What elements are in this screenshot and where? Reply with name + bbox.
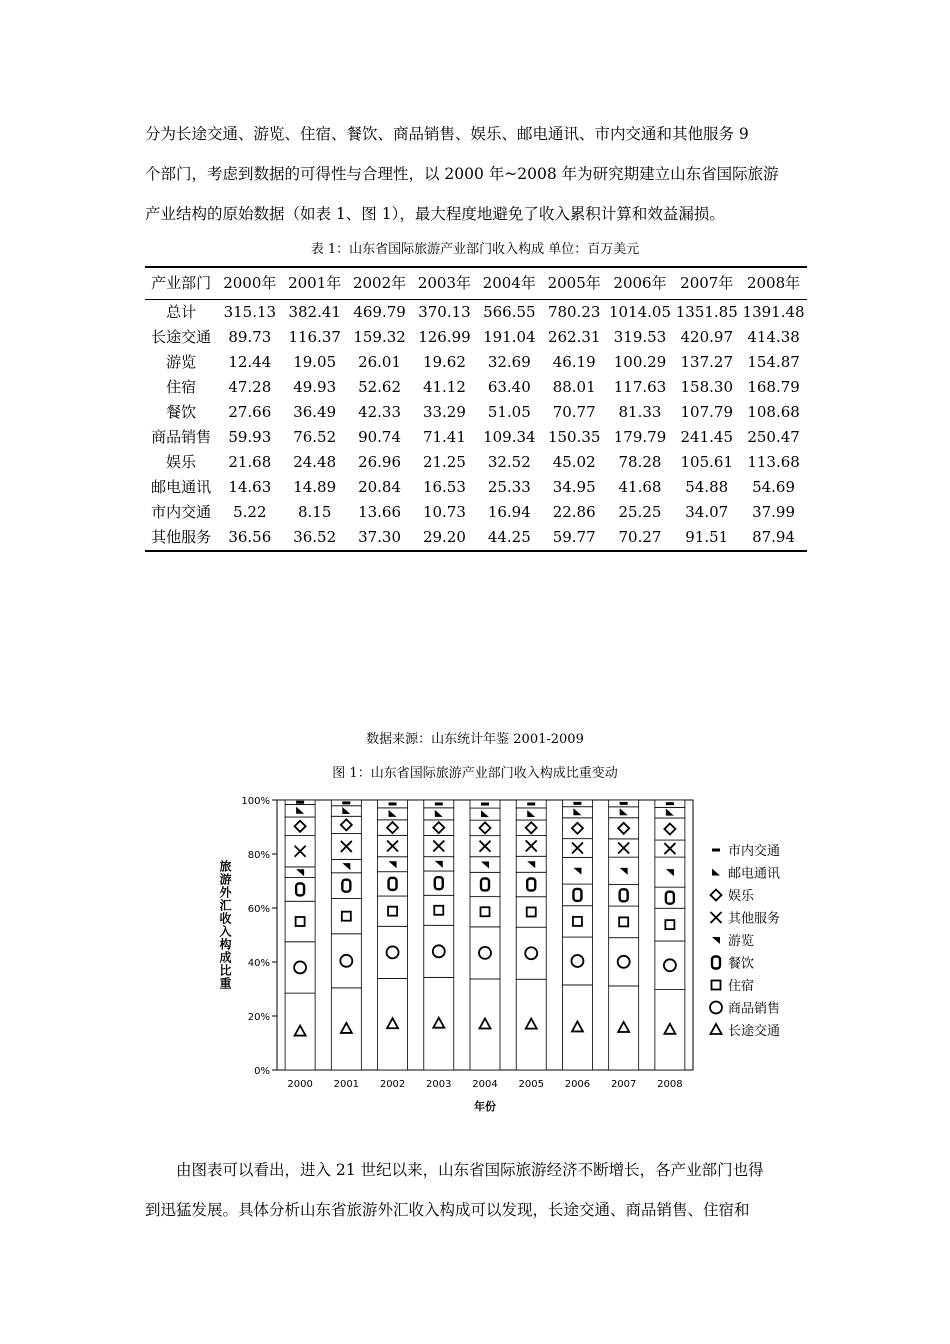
marker-dash bbox=[389, 802, 397, 805]
bar-stack bbox=[331, 800, 361, 1070]
table-caption: 表 1：山东省国际旅游产业部门收入构成 单位：百万美元 bbox=[310, 242, 640, 257]
bar-segment bbox=[516, 897, 546, 927]
bar-segment bbox=[655, 941, 685, 990]
bar-segment bbox=[285, 942, 315, 993]
bar-segment bbox=[424, 977, 454, 1070]
table-cell: 414.38 bbox=[747, 328, 800, 346]
bar-stack bbox=[655, 800, 685, 1070]
marker-octagon bbox=[712, 957, 720, 969]
legend-label: 住宿 bbox=[728, 979, 755, 994]
table-cell: 109.34 bbox=[483, 428, 536, 446]
table-row bbox=[145, 400, 807, 425]
bar-segment bbox=[424, 895, 454, 925]
bar-segment bbox=[609, 986, 639, 1070]
table-cell: 370.13 bbox=[418, 303, 471, 321]
x-tick-label: 2006 bbox=[564, 1079, 591, 1090]
table-cell: 158.30 bbox=[680, 378, 733, 396]
x-tick-label: 2004 bbox=[472, 1079, 498, 1090]
table-cell: 319.53 bbox=[613, 328, 667, 346]
table-cell: 137.27 bbox=[680, 353, 733, 371]
table-cell: 47.28 bbox=[228, 378, 272, 396]
table-cell: 159.32 bbox=[353, 328, 406, 346]
table-cell: 51.05 bbox=[487, 403, 531, 421]
table-cell: 29.20 bbox=[422, 528, 466, 546]
legend-item bbox=[712, 866, 780, 882]
bar-segment bbox=[378, 896, 408, 926]
bar-segment bbox=[424, 925, 454, 977]
x-tick-label: 2008 bbox=[657, 1079, 683, 1090]
header-year: 2006年 bbox=[613, 274, 667, 292]
paragraph-line: 由图表可以看出，进入 21 世纪以来，山东省国际旅游经济不断增长，各产业部门也得 bbox=[176, 1161, 764, 1179]
row-label: 邮电通讯 bbox=[151, 478, 212, 496]
header-year: 2000年 bbox=[223, 274, 277, 292]
marker-diamond bbox=[711, 890, 722, 901]
bar-segment bbox=[655, 818, 685, 840]
table-cell: 241.45 bbox=[680, 428, 733, 446]
table-row bbox=[145, 325, 807, 350]
table-cell: 34.07 bbox=[685, 503, 729, 521]
bar-segment bbox=[331, 988, 361, 1070]
revenue-table bbox=[145, 266, 807, 552]
table-cell: 25.25 bbox=[618, 503, 662, 521]
row-label: 游览 bbox=[166, 353, 197, 371]
bar-segment bbox=[562, 937, 592, 985]
bar-segment bbox=[655, 990, 685, 1070]
table-cell: 59.77 bbox=[552, 528, 596, 546]
table-cell: 13.66 bbox=[358, 503, 402, 521]
table-cell: 36.56 bbox=[228, 528, 272, 546]
header-year: 2002年 bbox=[352, 274, 407, 292]
table-cell: 71.41 bbox=[422, 428, 466, 446]
header-year: 2003年 bbox=[417, 274, 472, 292]
table-cell: 382.41 bbox=[288, 303, 341, 321]
table-cell: 90.74 bbox=[358, 428, 402, 446]
table-cell: 54.88 bbox=[685, 478, 729, 496]
marker-dash bbox=[712, 849, 720, 852]
table-cell: 117.63 bbox=[613, 378, 667, 396]
legend-item bbox=[710, 1001, 780, 1017]
x-tick-label: 2000 bbox=[287, 1079, 313, 1090]
table-cell: 91.51 bbox=[685, 528, 729, 546]
table-cell: 76.52 bbox=[293, 428, 337, 446]
row-label: 餐饮 bbox=[166, 403, 197, 421]
table-cell: 34.95 bbox=[552, 478, 596, 496]
table-row bbox=[145, 350, 807, 375]
paragraph-line: 分为长途交通、游览、住宿、餐饮、商品销售、娱乐、邮电通讯、市内交通和其他服务 9 bbox=[145, 125, 749, 143]
bar-segment bbox=[516, 872, 546, 896]
table-cell: 45.02 bbox=[552, 453, 596, 471]
row-label: 商品销售 bbox=[151, 428, 212, 446]
table-cell: 41.68 bbox=[618, 478, 662, 496]
table-row bbox=[145, 300, 807, 326]
table-cell: 36.49 bbox=[293, 403, 337, 421]
marker-dash bbox=[666, 802, 674, 805]
row-label: 住宿 bbox=[166, 378, 197, 396]
legend-item bbox=[711, 889, 756, 904]
bar-segment bbox=[655, 908, 685, 941]
table-cell: 26.01 bbox=[358, 353, 402, 371]
table-cell: 37.99 bbox=[752, 503, 796, 521]
row-label: 总计 bbox=[166, 303, 197, 321]
y-tick-label: 80% bbox=[247, 850, 270, 861]
table-cell: 44.25 bbox=[487, 528, 531, 546]
table-cell: 469.79 bbox=[353, 303, 406, 321]
x-tick-label: 2007 bbox=[610, 1079, 637, 1090]
bar-segment bbox=[331, 873, 361, 899]
table-cell: 59.93 bbox=[228, 428, 272, 446]
table-cell: 54.69 bbox=[752, 478, 796, 496]
bar-stack bbox=[285, 800, 315, 1070]
table-cell: 87.94 bbox=[752, 528, 796, 546]
table-cell: 16.53 bbox=[422, 478, 466, 496]
y-tick-label: 40% bbox=[247, 958, 270, 969]
table-cell: 24.48 bbox=[293, 453, 337, 471]
table-cell: 179.79 bbox=[613, 428, 667, 446]
table-cell: 12.44 bbox=[228, 353, 272, 371]
table-cell: 21.25 bbox=[422, 453, 466, 471]
bar-segment bbox=[609, 885, 639, 907]
bar-segment bbox=[424, 871, 454, 895]
header-year: 2007年 bbox=[680, 274, 734, 292]
table-cell: 8.15 bbox=[297, 503, 332, 521]
table-header-row bbox=[145, 267, 807, 300]
y-tick-label: 100% bbox=[241, 796, 270, 807]
bar-segment bbox=[331, 934, 361, 988]
figure-caption: 图 1：山东省国际旅游产业部门收入构成比重变动 bbox=[332, 766, 618, 781]
table-cell: 14.89 bbox=[293, 478, 337, 496]
table-cell: 25.33 bbox=[487, 478, 531, 496]
header-year: 2005年 bbox=[547, 274, 601, 292]
legend-item bbox=[712, 843, 780, 859]
table-cell: 14.63 bbox=[228, 478, 272, 496]
row-label: 娱乐 bbox=[166, 453, 197, 471]
table-cell: 1351.85 bbox=[675, 303, 738, 321]
bar-segment bbox=[562, 884, 592, 906]
marker-cross bbox=[711, 912, 722, 923]
bar-segment bbox=[470, 979, 500, 1070]
table-source: 数据来源：山东统计年鉴 2001-2009 bbox=[366, 732, 584, 747]
bar-segment bbox=[562, 906, 592, 937]
table-cell: 420.97 bbox=[680, 328, 733, 346]
table-cell: 88.01 bbox=[552, 378, 596, 396]
legend-label: 餐饮 bbox=[728, 956, 755, 972]
row-label: 长途交通 bbox=[151, 328, 212, 346]
legend-label: 商品销售 bbox=[728, 1001, 781, 1017]
marker-square bbox=[712, 981, 721, 990]
paragraph-line: 产业结构的原始数据（如表 1、图 1），最大程度地避免了收入累积计算和效益漏损。 bbox=[145, 205, 725, 223]
table-row bbox=[145, 450, 807, 475]
y-tick-label: 20% bbox=[247, 1012, 270, 1023]
legend-item bbox=[711, 1024, 781, 1039]
table-cell: 52.62 bbox=[358, 378, 402, 396]
table-cell: 315.13 bbox=[223, 303, 277, 321]
table-cell: 150.35 bbox=[547, 428, 601, 446]
table-cell: 19.05 bbox=[293, 353, 337, 371]
header-year: 2004年 bbox=[482, 274, 536, 292]
bar-segment bbox=[516, 979, 546, 1070]
table-cell: 113.68 bbox=[747, 453, 800, 471]
marker-dash bbox=[527, 802, 535, 805]
table-cell: 16.94 bbox=[487, 503, 531, 521]
legend-item bbox=[712, 956, 754, 972]
table-row bbox=[145, 375, 807, 400]
x-tick-label: 2003 bbox=[426, 1079, 452, 1090]
header-year: 2008年 bbox=[746, 274, 801, 292]
bar-stack bbox=[516, 800, 546, 1070]
bar-segment bbox=[516, 927, 546, 979]
table-cell: 41.12 bbox=[422, 378, 466, 396]
bar-segment bbox=[285, 878, 315, 902]
paragraph-line: 个部门，考虑到数据的可得性与合理性，以 2000 年~2008 年为研究期建立山东省国际旅游 bbox=[145, 165, 779, 183]
table-cell: 5.22 bbox=[233, 503, 267, 521]
header-year: 2001年 bbox=[288, 274, 342, 292]
table-cell: 27.66 bbox=[228, 403, 272, 421]
table-cell: 126.99 bbox=[418, 328, 471, 346]
bar-segment bbox=[331, 899, 361, 934]
bar-segment bbox=[378, 926, 408, 978]
table-cell: 46.19 bbox=[552, 353, 596, 371]
legend-item bbox=[711, 911, 781, 927]
marker-dash bbox=[296, 801, 304, 804]
table-cell: 566.55 bbox=[483, 303, 536, 321]
legend-label: 市内交通 bbox=[728, 844, 781, 859]
table-cell: 21.68 bbox=[228, 453, 272, 471]
table-cell: 191.04 bbox=[483, 328, 536, 346]
row-label: 其他服务 bbox=[151, 528, 212, 546]
table-cell: 33.29 bbox=[422, 403, 466, 421]
table-cell: 100.29 bbox=[613, 353, 667, 371]
marker-circle bbox=[710, 1002, 722, 1014]
legend-label: 长途交通 bbox=[728, 1024, 781, 1039]
bar-segment bbox=[470, 897, 500, 927]
y-tick-label: 60% bbox=[247, 904, 270, 915]
table-cell: 63.40 bbox=[487, 378, 531, 396]
legend-item bbox=[712, 979, 755, 994]
legend-label: 邮电通讯 bbox=[728, 866, 781, 882]
table-cell: 89.73 bbox=[228, 328, 272, 346]
table-cell: 32.69 bbox=[487, 353, 531, 371]
bar-stack bbox=[562, 800, 592, 1070]
table-cell: 108.68 bbox=[747, 403, 800, 421]
table-cell: 42.33 bbox=[358, 403, 402, 421]
table-cell: 262.31 bbox=[547, 328, 601, 346]
marker-dash bbox=[342, 801, 350, 804]
row-label: 市内交通 bbox=[151, 503, 212, 521]
stacked-bar-chart bbox=[205, 790, 805, 1120]
table-cell: 105.61 bbox=[680, 453, 733, 471]
table-row bbox=[145, 425, 807, 450]
bar-segment bbox=[562, 985, 592, 1070]
bar-stack bbox=[470, 800, 500, 1070]
table-cell: 168.79 bbox=[747, 378, 800, 396]
y-axis-label: 旅游外汇收入构成比重 bbox=[218, 860, 232, 990]
bar-segment bbox=[609, 938, 639, 986]
table-cell: 22.86 bbox=[552, 503, 596, 521]
marker-flag-right bbox=[712, 869, 720, 876]
table-cell: 32.52 bbox=[487, 453, 531, 471]
table-cell: 250.47 bbox=[747, 428, 800, 446]
bar-segment bbox=[470, 927, 500, 979]
paragraph-line: 到迅猛发展。具体分析山东省旅游外汇收入构成可以发现，长途交通、商品销售、住宿和 bbox=[145, 1201, 750, 1219]
table-row bbox=[145, 500, 807, 525]
table-cell: 116.37 bbox=[288, 328, 341, 346]
bar-segment bbox=[609, 906, 639, 938]
table-cell: 1391.48 bbox=[742, 303, 805, 321]
marker-dash bbox=[481, 803, 489, 806]
bar-segment bbox=[609, 818, 639, 839]
table-row bbox=[145, 475, 807, 500]
marker-dash bbox=[435, 802, 443, 805]
table-cell: 107.79 bbox=[680, 403, 733, 421]
bar-segment bbox=[378, 978, 408, 1070]
table-cell: 70.77 bbox=[552, 403, 596, 421]
bar-stack bbox=[424, 800, 454, 1070]
table-cell: 154.87 bbox=[747, 353, 800, 371]
bar-segment bbox=[655, 887, 685, 908]
bar-stack bbox=[378, 800, 408, 1070]
table-cell: 70.27 bbox=[618, 528, 662, 546]
x-tick-label: 2001 bbox=[333, 1079, 360, 1090]
bar-segment bbox=[562, 818, 592, 839]
x-tick-label: 2005 bbox=[518, 1079, 544, 1090]
marker-dash bbox=[573, 802, 581, 805]
bar-segment bbox=[285, 993, 315, 1070]
marker-triangle bbox=[711, 1024, 722, 1034]
bar-segment bbox=[285, 901, 315, 942]
table-cell: 1014.05 bbox=[608, 303, 672, 321]
x-axis-label: 年份 bbox=[474, 1100, 496, 1113]
legend-label: 娱乐 bbox=[728, 889, 755, 904]
legend-label: 游览 bbox=[728, 934, 755, 949]
header-sector: 产业部门 bbox=[151, 274, 212, 292]
bar-stack bbox=[609, 800, 639, 1070]
y-tick-label: 0% bbox=[254, 1066, 270, 1077]
table-cell: 26.96 bbox=[358, 453, 402, 471]
table-cell: 10.73 bbox=[422, 503, 466, 521]
table-cell: 780.23 bbox=[547, 303, 601, 321]
marker-flag-left bbox=[712, 937, 720, 944]
legend-item bbox=[712, 933, 754, 949]
table-cell: 81.33 bbox=[618, 403, 662, 421]
table-cell: 49.93 bbox=[293, 378, 337, 396]
table-cell: 36.52 bbox=[293, 528, 337, 546]
table-cell: 78.28 bbox=[618, 453, 662, 471]
table-cell: 19.62 bbox=[422, 353, 466, 371]
bar-segment bbox=[470, 872, 500, 896]
table-cell: 20.84 bbox=[358, 478, 402, 496]
bar-segment bbox=[378, 872, 408, 896]
table-row bbox=[145, 525, 807, 551]
x-tick-label: 2002 bbox=[379, 1079, 406, 1090]
legend-label: 其他服务 bbox=[728, 911, 781, 927]
table-cell: 37.30 bbox=[358, 528, 402, 546]
marker-dash bbox=[620, 802, 628, 805]
